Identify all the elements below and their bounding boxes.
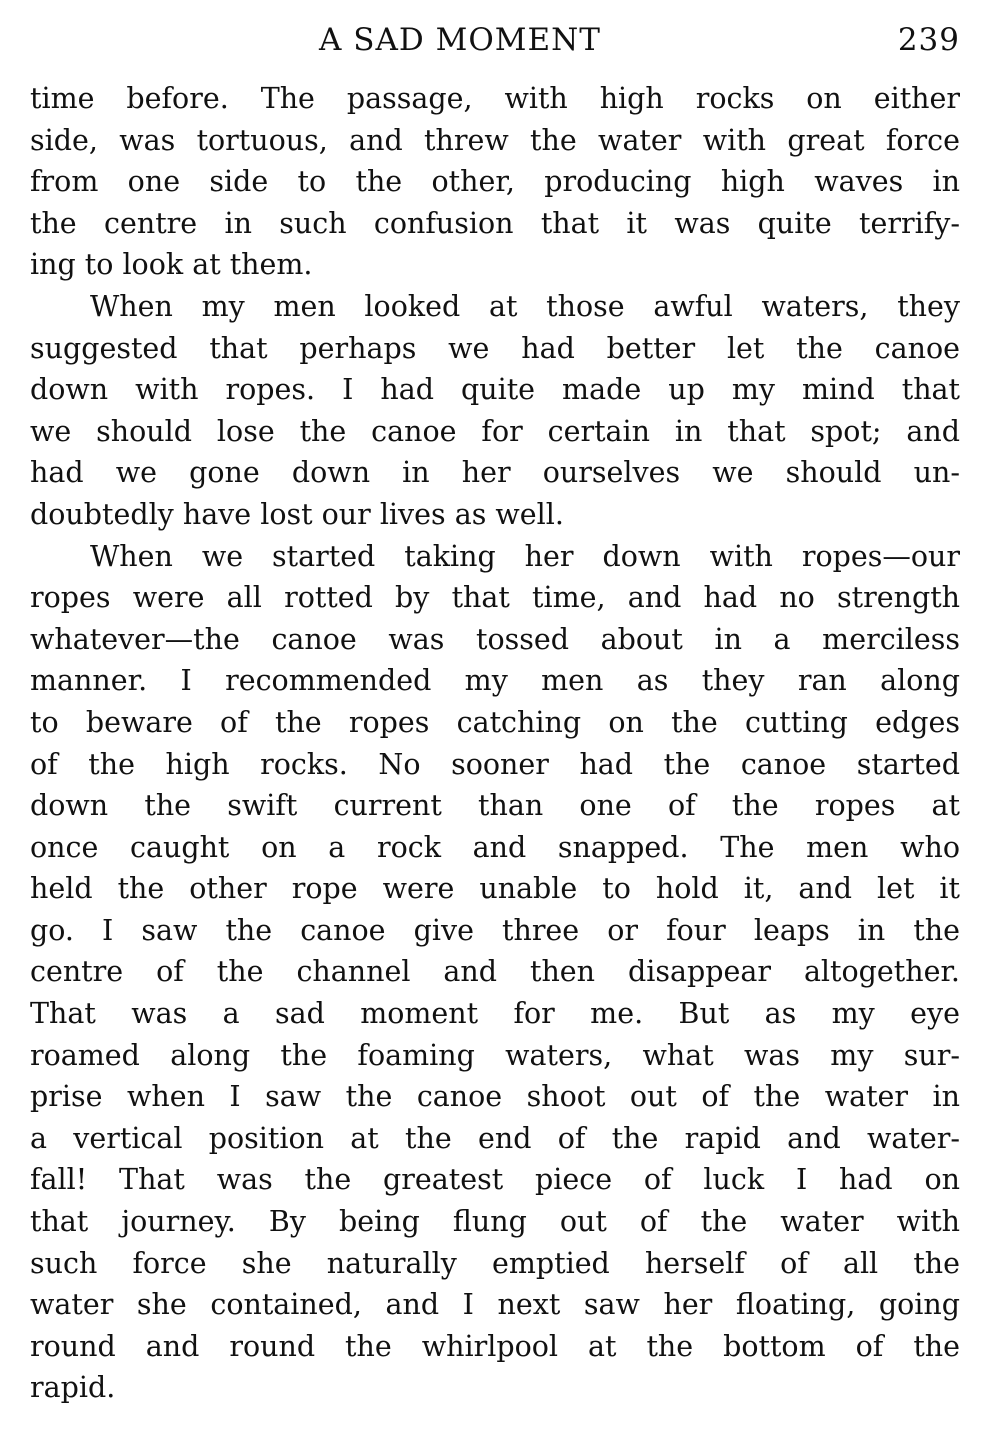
text-line: from one side to the other, producing high waves in (30, 165, 960, 199)
text-line: down with ropes. I had quite made up my mind that (30, 373, 960, 407)
text-line: had we gone down in her ourselves we should un- (30, 456, 960, 490)
body-text (30, 78, 960, 1409)
text-line: doubtedly have lost our lives as well. (30, 497, 564, 531)
text-line: rapid. (30, 1371, 116, 1405)
running-head (30, 18, 960, 62)
text-line: down the swift current than one of the ropes at (30, 789, 960, 823)
running-title: A SAD MOMENT (319, 22, 601, 58)
text-line: When my men looked at those awful waters, they (90, 289, 960, 323)
text-line: whatever—the canoe was tossed about in a merciless (30, 622, 960, 656)
text-line: such force she naturally emptied herself of all the (30, 1246, 960, 1280)
text-line: ing to look at them. (30, 248, 313, 282)
text-line: once caught on a rock and snapped. The men who (30, 830, 960, 864)
text-line: to beware of the ropes catching on the cutting edges (30, 705, 960, 739)
text-line: go. I saw the canoe give three or four leaps in the (30, 913, 960, 947)
text-line: roamed along the foaming waters, what was my sur- (30, 1038, 960, 1072)
text-line: side, was tortuous, and threw the water with great force (30, 123, 960, 157)
text-line: round and round the whirlpool at the bottom of the (30, 1329, 960, 1363)
text-line: of the high rocks. No sooner had the canoe started (30, 747, 960, 781)
text-line: the centre in such confusion that it was quite terrify- (30, 206, 960, 240)
text-line: prise when I saw the canoe shoot out of the water in (30, 1080, 960, 1114)
text-line: manner. I recommended my men as they ran along (30, 664, 960, 698)
text-line: That was a sad moment for me. But as my eye (30, 997, 960, 1031)
text-line: centre of the channel and then disappear altogether. (30, 955, 960, 989)
text-line: fall! That was the greatest piece of luck I had on (30, 1163, 960, 1197)
text-line: a vertical position at the end of the rapid and water- (30, 1121, 960, 1155)
page-number: 239 (897, 22, 960, 58)
text-line: ropes were all rotted by that time, and had no strength (30, 581, 960, 615)
text-line: time before. The passage, with high rocks on either (30, 82, 960, 115)
text-line: we should lose the canoe for certain in that spot; and (30, 414, 960, 448)
text-line: that journey. By being flung out of the water with (30, 1205, 960, 1239)
text-line: held the other rope were unable to hold it, and let it (30, 872, 960, 906)
text-line: water she contained, and I next saw her floating, going (30, 1288, 960, 1322)
book-page (30, 18, 960, 1409)
text-line: suggested that perhaps we had better let the canoe (30, 331, 960, 365)
text-line: When we started taking her down with ropes—our (90, 539, 960, 573)
